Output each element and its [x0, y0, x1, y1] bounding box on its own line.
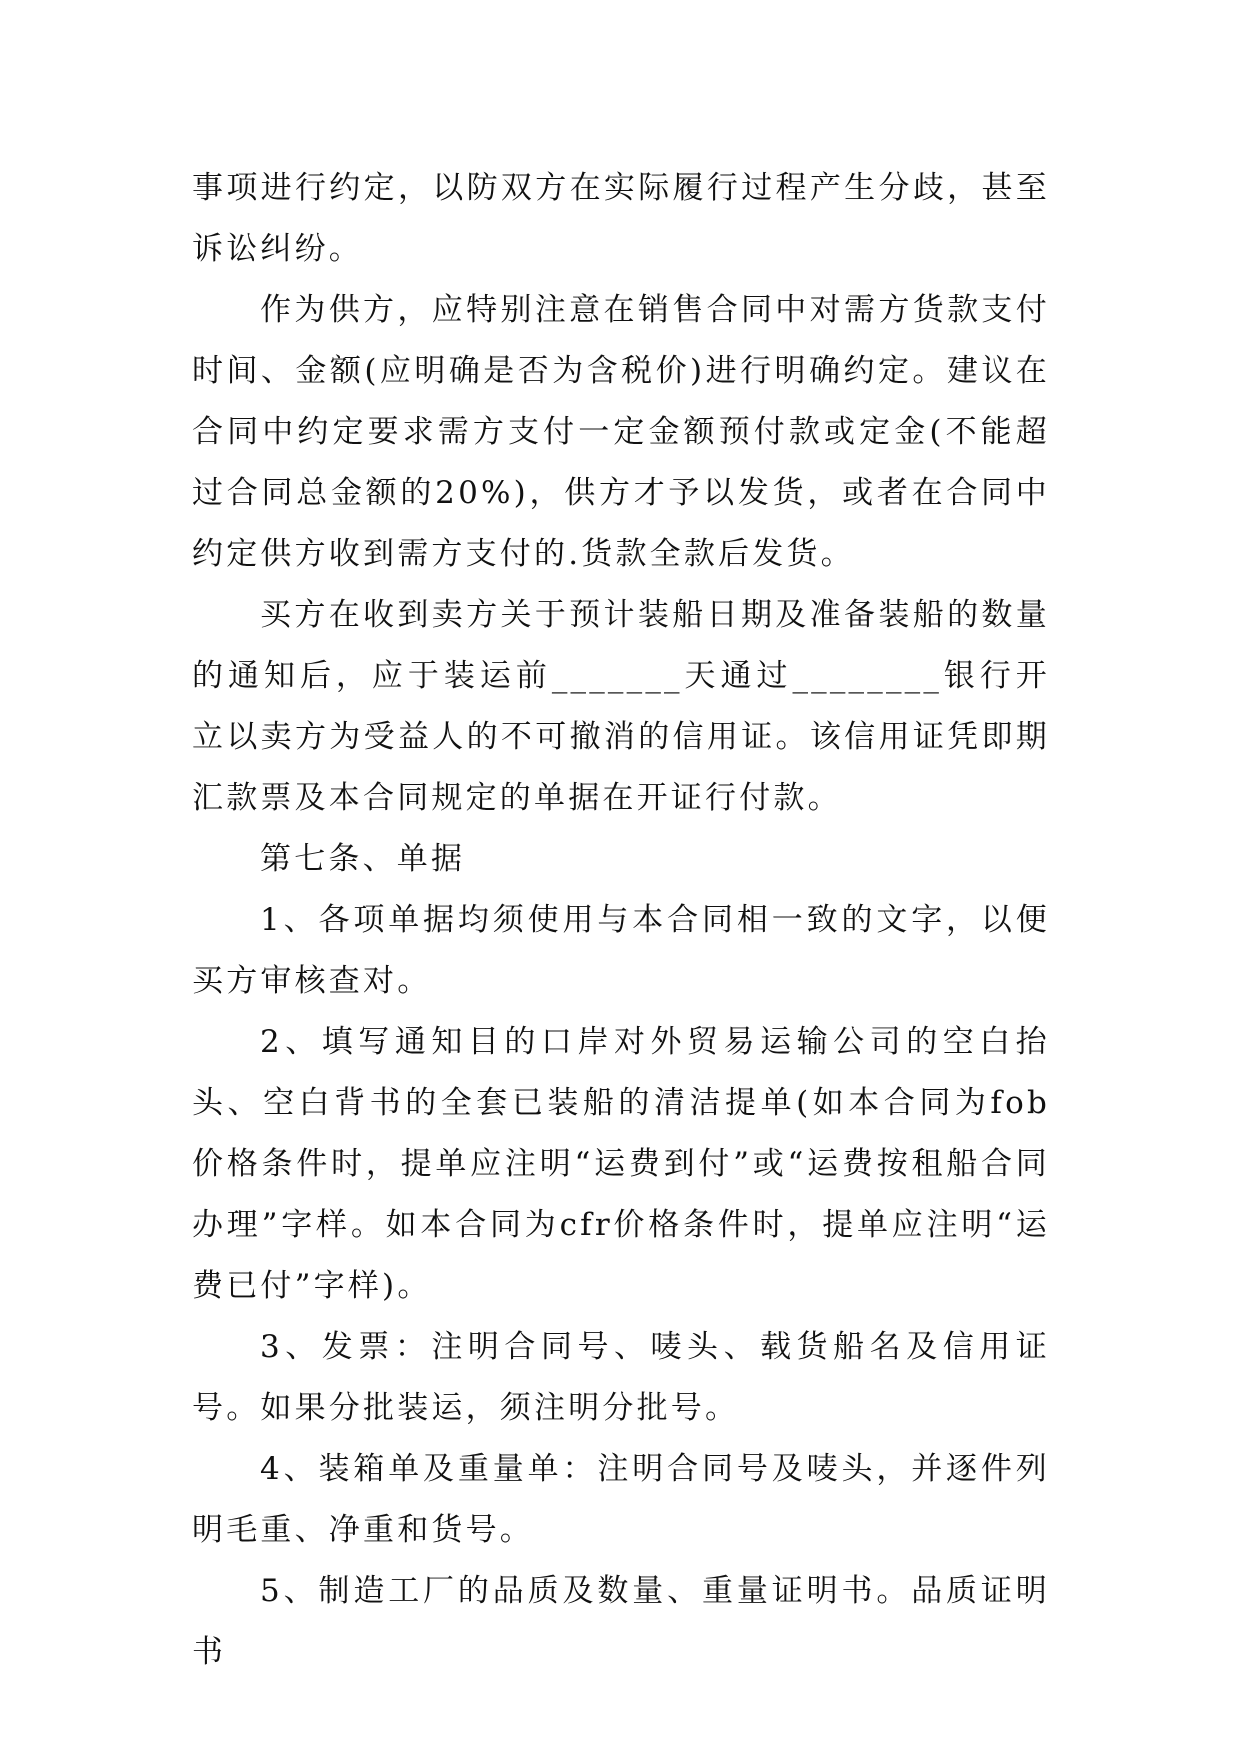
paragraph-item-4: 4、装箱单及重量单：注明合同号及唛头，并逐件列明毛重、净重和货号。 — [192, 1451, 1050, 1548]
paragraph-item-2: 2、填写通知目的口岸对外贸易运输公司的空白抬头、空白背书的全套已装船的清洁提单(如本合同为fob价格条件时，提单应注明“运费到付”或“运费按租船合同办理”字样。如本合同为cfr价格条件时，提单应注明“运费已付”字样)。 — [192, 1024, 1050, 1304]
section-heading-article-7: 第七条、单据 — [260, 841, 466, 877]
paragraph-letter-of-credit: 买方在收到卖方关于预计装船日期及准备装船的数量的通知后，应于装运前_______天通过________银行开立以卖方为受益人的不可撤消的信用证。该信用证凭即期汇款票及本合同规定的单据在开证行付款。 — [192, 597, 1050, 816]
paragraph-item-1: 1、各项单据均须使用与本合同相一致的文字，以便买方审核查对。 — [192, 902, 1050, 999]
paragraph-item-5: 5、制造工厂的品质及数量、重量证明书。品质证明书 — [192, 1573, 1050, 1670]
paragraph-payment-terms: 作为供方，应特别注意在销售合同中对需方货款支付时间、金额(应明确是否为含税价)进行明确约定。建议在合同中约定要求需方支付一定金额预付款或定金(不能超过合同总金额的20%)，供方才予以发货，或者在合同中约定供方收到需方支付的.货款全款后发货。 — [192, 292, 1050, 572]
paragraph-item-3: 3、发票：注明合同号、唛头、载货船名及信用证号。如果分批装运，须注明分批号。 — [192, 1329, 1050, 1426]
paragraph-continuation: 事项进行约定，以防双方在实际履行过程产生分歧，甚至诉讼纠纷。 — [192, 170, 1050, 267]
document-body — [192, 158, 1050, 1683]
